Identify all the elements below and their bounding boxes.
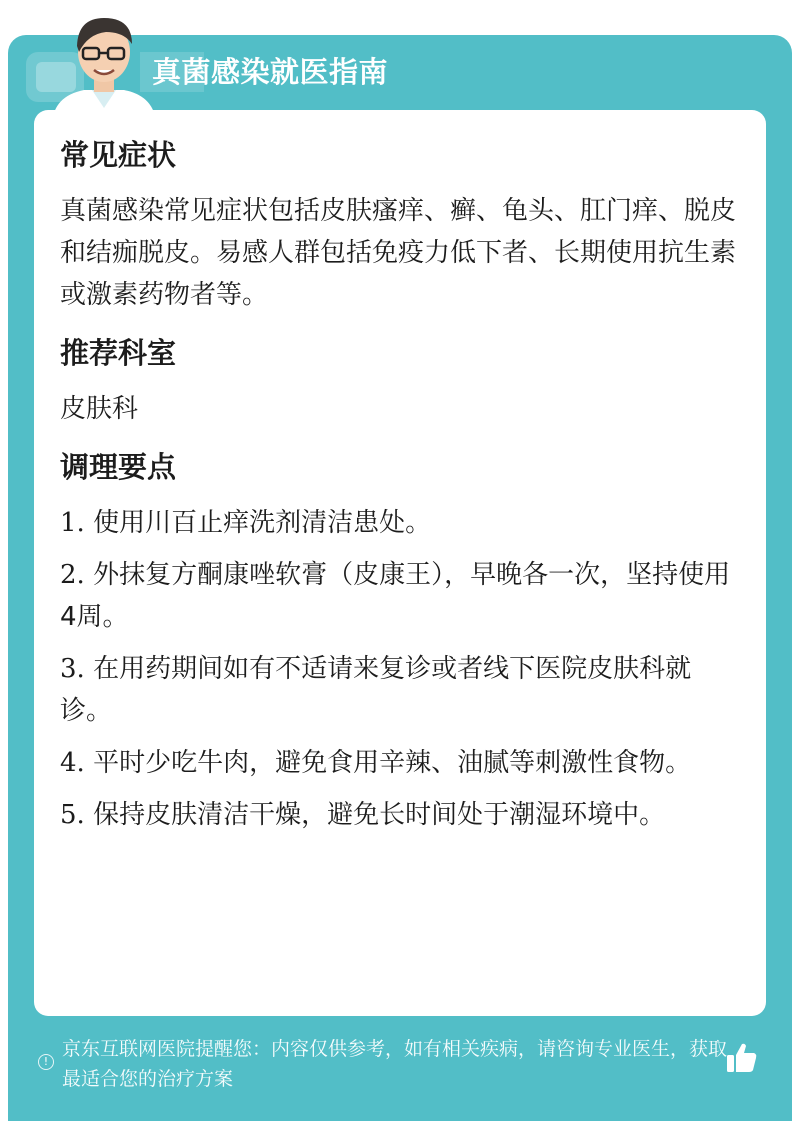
- list-item-number: 3.: [60, 654, 85, 684]
- content-panel: [34, 110, 766, 1016]
- list-item: [60, 648, 738, 732]
- department-text: 皮肤科: [60, 394, 139, 424]
- list-item-number: 1.: [60, 508, 85, 538]
- care-heading: 调理要点: [60, 450, 177, 484]
- thumbs-up-icon[interactable]: [724, 1040, 760, 1076]
- disclaimer-text: 京东互联网医院提醒您：内容仅供参考，如有相关疾病，请咨询专业医生，获取最适合您的治疗方案: [62, 1038, 728, 1090]
- list-item-number: 5.: [60, 800, 85, 830]
- list-item-text: 外抹复方酮康唑软膏（皮康王），早晚各一次，坚持使用4周。: [60, 560, 731, 632]
- doctor-avatar: [44, 8, 164, 123]
- page-title: 真菌感染就医指南: [152, 55, 389, 89]
- list-item-text: 在用药期间如有不适请来复诊或者线下医院皮肤科就诊。: [60, 654, 692, 726]
- list-item: [60, 794, 738, 836]
- symptoms-heading: 常见症状: [60, 138, 177, 172]
- list-item: [60, 554, 738, 638]
- list-item-text: 使用川百止痒洗剂清洁患处。: [93, 508, 432, 538]
- list-item-text: 平时少吃牛肉，避免食用辛辣、油腻等刺激性食物。: [93, 748, 692, 778]
- list-item-number: 2.: [60, 560, 85, 590]
- symptoms-text: 真菌感染常见症状包括皮肤瘙痒、癣、龟头、肛门痒、脱皮和结痂脱皮。易感人群包括免疫力低下者、长期使用抗生素或激素药物者等。: [60, 196, 737, 310]
- list-item: [60, 742, 738, 784]
- info-icon: !: [38, 1054, 54, 1070]
- department-heading: 推荐科室: [60, 336, 177, 370]
- list-item: [60, 502, 738, 544]
- list-item-number: 4.: [60, 748, 85, 778]
- list-item-text: 保持皮肤清洁干燥，避免长时间处于潮湿环境中。: [93, 800, 666, 830]
- care-list: [60, 502, 738, 836]
